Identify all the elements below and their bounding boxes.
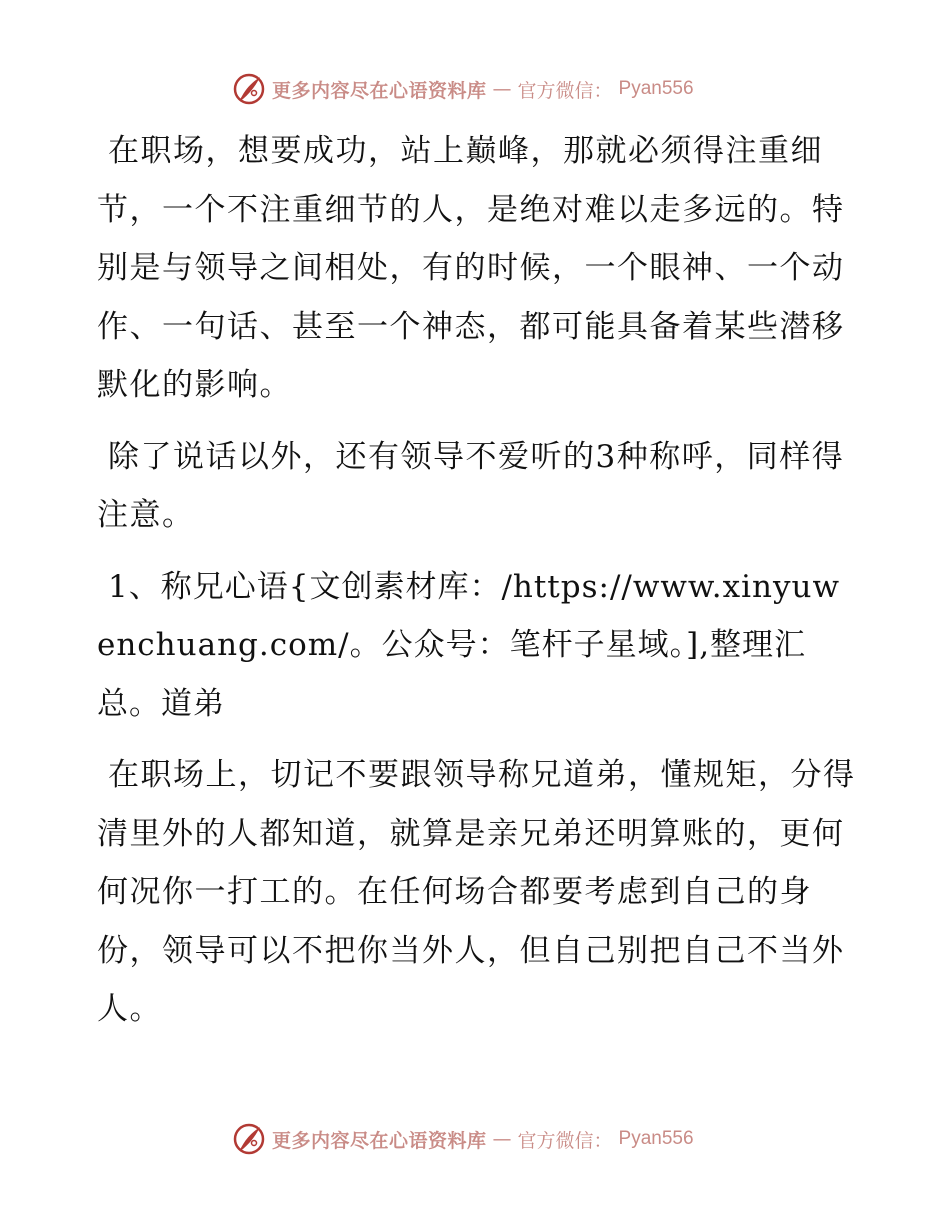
banner-dash: — (492, 78, 512, 100)
banner-wechat-label: 官方微信： (517, 1129, 613, 1152)
banner-wechat-id: Pyan556 (618, 78, 694, 99)
banner-wechat-id: Pyan556 (618, 1128, 694, 1149)
document-body (97, 122, 857, 1052)
footer-banner (232, 1122, 694, 1156)
quill-pen-logo-icon (232, 72, 266, 106)
banner-wechat-label: 官方微信： (517, 79, 613, 102)
banner-main-text: 更多内容尽在心语资料库 (272, 1129, 487, 1152)
paragraph-three-titles: 除了说话以外，还有领导不爱听的3种称呼，同样得注意。 (97, 438, 845, 533)
header-banner (232, 72, 694, 106)
section-heading-1: 1、称兄心语{文创素材库：/https://www.xinyuwenchuang.com/。公众号：笔杆子星域。],整理汇总。道弟 (97, 568, 841, 722)
paragraph-intro: 在职场，想要成功，站上巅峰，那就必须得注重细节，一个不注重细节的人，是绝对难以走多远的。特别是与领导之间相处，有的时候，一个眼神、一个动作、一句话、甚至一个神态，都可能具备着某些潜移默化的影响。 (97, 133, 845, 403)
quill-pen-logo-icon (232, 1122, 266, 1156)
banner-main-text: 更多内容尽在心语资料库 (272, 79, 487, 102)
paragraph-section-1: 在职场上，切记不要跟领导称兄道弟，懂规矩，分得清里外的人都知道，就算是亲兄弟还明算账的，更何何况你一打工的。在任何场合都要考虑到自己的身份，领导可以不把你当外人，但自己别把自己不当外人。 (97, 757, 856, 1027)
banner-dash: — (492, 1128, 512, 1150)
